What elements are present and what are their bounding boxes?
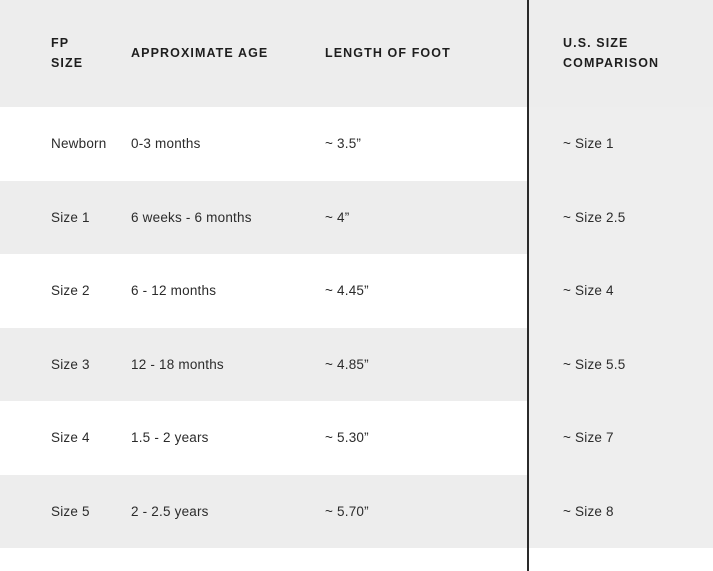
- cell-approximate-age: [113, 254, 307, 328]
- cell-fp-size: [0, 328, 113, 402]
- cell-approximate-age-value: 6 - 12 months: [131, 283, 217, 299]
- column-header-fp-size: [0, 0, 113, 107]
- column-header-length-of-foot: [307, 0, 527, 107]
- table-row: [0, 401, 713, 475]
- table-row: [0, 328, 713, 402]
- cell-us-size-comparison-value: ~ Size 1: [563, 136, 614, 152]
- header-row: [0, 0, 713, 107]
- table-row: [0, 107, 713, 181]
- cell-fp-size: [0, 107, 113, 181]
- column-divider: [527, 0, 529, 571]
- cell-approximate-age-value: 2 - 2.5 years: [131, 503, 209, 519]
- cell-us-size-comparison: [527, 181, 713, 255]
- cell-fp-size-value: Size 5: [51, 503, 90, 519]
- column-header-fp-size-label: FP SIZE: [51, 36, 84, 70]
- cell-approximate-age-value: 1.5 - 2 years: [131, 430, 209, 446]
- cell-approximate-age: [113, 328, 307, 402]
- cell-length-of-foot-value: ~ 3.5”: [325, 136, 362, 152]
- cell-approximate-age-value: 6 weeks - 6 months: [131, 209, 252, 225]
- cell-us-size-comparison: [527, 254, 713, 328]
- cell-us-size-comparison-value: ~ Size 5.5: [563, 356, 626, 372]
- cell-length-of-foot: [307, 181, 527, 255]
- column-header-us-size-comparison: [527, 0, 713, 107]
- cell-approximate-age-value: 12 - 18 months: [131, 356, 224, 372]
- cell-us-size-comparison-value: ~ Size 7: [563, 430, 614, 446]
- cell-us-size-comparison: [527, 401, 713, 475]
- cell-length-of-foot: [307, 401, 527, 475]
- cell-us-size-comparison-value: ~ Size 8: [563, 503, 614, 519]
- cell-fp-size-value: Size 3: [51, 356, 90, 372]
- table-row: [0, 181, 713, 255]
- column-header-us-size-comparison-label: U.S. SIZE COMPARISON: [563, 36, 660, 70]
- cell-length-of-foot: [307, 254, 527, 328]
- cell-us-size-comparison: [527, 107, 713, 181]
- cell-fp-size: [0, 401, 113, 475]
- cell-length-of-foot-value: ~ 4.85”: [325, 356, 369, 372]
- column-header-approximate-age-label: APPROXIMATE AGE: [131, 45, 269, 60]
- cell-approximate-age: [113, 107, 307, 181]
- cell-length-of-foot: [307, 107, 527, 181]
- cell-approximate-age: [113, 475, 307, 549]
- cell-us-size-comparison-value: ~ Size 2.5: [563, 209, 626, 225]
- cell-fp-size-value: Newborn: [51, 136, 107, 152]
- cell-length-of-foot-value: ~ 5.30”: [325, 430, 369, 446]
- cell-fp-size: [0, 475, 113, 549]
- cell-us-size-comparison: [527, 475, 713, 549]
- cell-approximate-age-value: 0-3 months: [131, 136, 201, 152]
- cell-length-of-foot-value: ~ 4”: [325, 209, 350, 225]
- cell-fp-size-value: Size 4: [51, 430, 90, 446]
- cell-length-of-foot-value: ~ 5.70”: [325, 503, 369, 519]
- column-header-length-of-foot-label: LENGTH OF FOOT: [325, 45, 451, 60]
- cell-length-of-foot: [307, 475, 527, 549]
- cell-fp-size-value: Size 2: [51, 283, 90, 299]
- cell-fp-size: [0, 254, 113, 328]
- cell-length-of-foot-value: ~ 4.45”: [325, 283, 369, 299]
- cell-us-size-comparison: [527, 328, 713, 402]
- cell-fp-size: [0, 181, 113, 255]
- table-body: [0, 107, 713, 548]
- table-header: [0, 0, 713, 107]
- cell-us-size-comparison-value: ~ Size 4: [563, 283, 614, 299]
- cell-length-of-foot: [307, 328, 527, 402]
- column-header-approximate-age: [113, 0, 307, 107]
- table-row: [0, 475, 713, 549]
- cell-approximate-age: [113, 181, 307, 255]
- table-row: [0, 254, 713, 328]
- cell-fp-size-value: Size 1: [51, 209, 90, 225]
- cell-approximate-age: [113, 401, 307, 475]
